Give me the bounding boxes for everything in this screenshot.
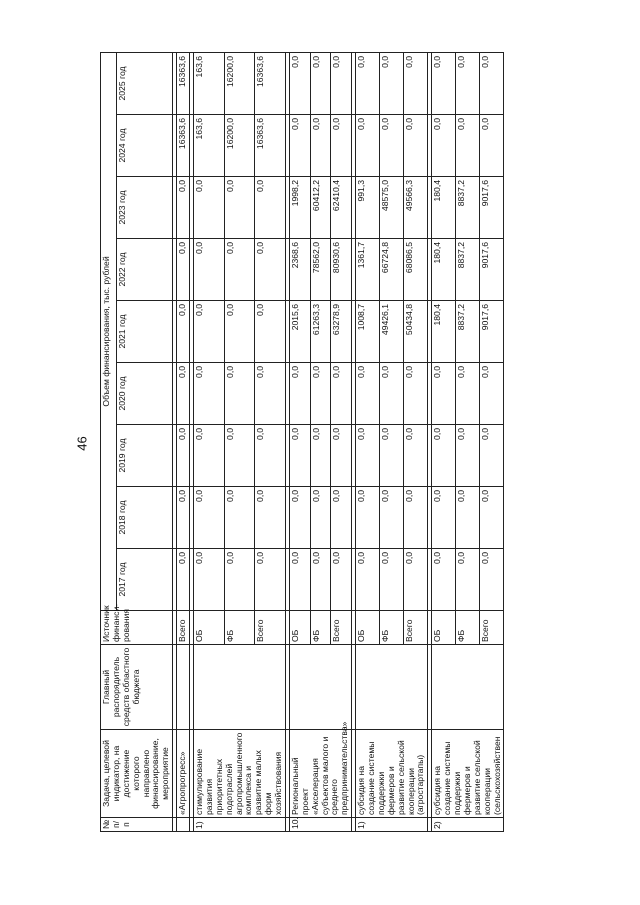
value-cell: 0,0 — [404, 363, 428, 425]
value-cell: 0,0 — [194, 301, 225, 363]
table-row — [432, 52, 456, 831]
value-cell: 0,0 — [177, 239, 190, 301]
row-number: 2) — [432, 818, 504, 832]
value-cell: 0,0 — [194, 425, 225, 487]
main-manager-cell — [289, 645, 351, 730]
value-cell: 0,0 — [432, 425, 456, 487]
source-cell: Всего — [177, 611, 190, 645]
main-manager-cell — [194, 645, 286, 730]
value-cell: 180,4 — [432, 301, 456, 363]
value-cell: 0,0 — [289, 487, 310, 549]
value-cell: 0,0 — [380, 425, 404, 487]
value-cell: 0,0 — [194, 487, 225, 549]
value-cell: 0,0 — [310, 487, 331, 549]
header-year: 2018 год — [117, 487, 173, 549]
value-cell: 0,0 — [194, 177, 225, 239]
value-cell: 0,0 — [404, 549, 428, 611]
value-cell: 0,0 — [456, 425, 480, 487]
value-cell: 16363,6 — [177, 115, 190, 177]
header-year: 2021 год — [117, 301, 173, 363]
value-cell: 0,0 — [356, 115, 380, 177]
value-cell: 0,0 — [380, 115, 404, 177]
value-cell: 0,0 — [356, 487, 380, 549]
value-cell: 50434,8 — [404, 301, 428, 363]
value-cell: 0,0 — [224, 549, 255, 611]
source-cell: Всего — [331, 611, 352, 645]
value-cell: 0,0 — [456, 487, 480, 549]
value-cell: 0,0 — [456, 52, 480, 114]
value-cell: 80930,6 — [331, 239, 352, 301]
value-cell: 0,0 — [177, 301, 190, 363]
main-manager-cell — [177, 645, 190, 730]
value-cell: 163,6 — [194, 52, 225, 114]
task-cell: стимулирование развития приоритетных подотраслей агропромышленного комплекса и развитие малых форм хозяйствования — [194, 730, 286, 818]
row-number: 10. — [289, 818, 351, 832]
value-cell: 0,0 — [380, 52, 404, 114]
value-cell: 0,0 — [480, 549, 504, 611]
value-cell: 9017,6 — [480, 177, 504, 239]
value-cell: 1361,7 — [356, 239, 380, 301]
source-cell: ОБ — [356, 611, 380, 645]
source-cell: ФБ — [380, 611, 404, 645]
header-source: Источник финанси-рования — [101, 611, 173, 645]
main-manager-cell — [356, 645, 428, 730]
source-cell: Всего — [255, 611, 286, 645]
table-row — [356, 52, 380, 831]
table-row — [194, 52, 225, 831]
value-cell: 16363,6 — [255, 52, 286, 114]
value-cell: 68086,5 — [404, 239, 428, 301]
value-cell: 0,0 — [331, 52, 352, 114]
value-cell: 0,0 — [177, 177, 190, 239]
value-cell: 0,0 — [331, 549, 352, 611]
value-cell: 0,0 — [480, 115, 504, 177]
header-year: 2022 год — [117, 239, 173, 301]
header-number: № п/п — [101, 818, 173, 832]
value-cell: 0,0 — [289, 425, 310, 487]
value-cell: 1008,7 — [356, 301, 380, 363]
value-cell: 0,0 — [480, 363, 504, 425]
value-cell: 8837,2 — [456, 177, 480, 239]
source-cell: ОБ — [432, 611, 456, 645]
source-cell: ФБ — [310, 611, 331, 645]
value-cell: 0,0 — [177, 363, 190, 425]
source-cell: ФБ — [224, 611, 255, 645]
value-cell: 0,0 — [356, 549, 380, 611]
row-number: 1) — [194, 818, 286, 832]
value-cell: 0,0 — [380, 363, 404, 425]
value-cell: 0,0 — [432, 549, 456, 611]
header-year: 2020 год — [117, 363, 173, 425]
value-cell: 0,0 — [432, 363, 456, 425]
value-cell: 62410,4 — [331, 177, 352, 239]
value-cell: 16200,0 — [224, 52, 255, 114]
value-cell: 0,0 — [380, 487, 404, 549]
value-cell: 0,0 — [255, 425, 286, 487]
source-cell: Всего — [404, 611, 428, 645]
header-year: 2025 год — [117, 52, 173, 114]
value-cell: 0,0 — [224, 239, 255, 301]
task-cell: Региональный проект «Акселерация субъектов малого и среднего предпринимательства» — [289, 730, 351, 818]
value-cell: 78562,0 — [310, 239, 331, 301]
value-cell: 0,0 — [310, 52, 331, 114]
value-cell: 0,0 — [356, 363, 380, 425]
value-cell: 60412,2 — [310, 177, 331, 239]
page-number: 46 — [74, 436, 90, 451]
value-cell: 0,0 — [404, 115, 428, 177]
value-cell: 0,0 — [331, 425, 352, 487]
value-cell: 49426,1 — [380, 301, 404, 363]
source-cell: Всего — [480, 611, 504, 645]
value-cell: 9017,6 — [480, 239, 504, 301]
value-cell: 0,0 — [224, 425, 255, 487]
value-cell: 63278,9 — [331, 301, 352, 363]
rotated-table-container — [100, 52, 590, 832]
value-cell: 2368,6 — [289, 239, 310, 301]
value-cell: 0,0 — [194, 363, 225, 425]
source-cell: ОБ — [289, 611, 310, 645]
financing-table — [100, 52, 504, 832]
value-cell: 991,3 — [356, 177, 380, 239]
value-cell: 0,0 — [456, 115, 480, 177]
value-cell: 0,0 — [255, 363, 286, 425]
value-cell: 0,0 — [194, 549, 225, 611]
value-cell: 0,0 — [255, 549, 286, 611]
header-task: Задача, целевой индикатор, на достижение которого направлено финансирование, мероприятие — [101, 730, 173, 818]
value-cell: 9017,6 — [480, 301, 504, 363]
value-cell: 0,0 — [224, 301, 255, 363]
value-cell: 0,0 — [432, 487, 456, 549]
header-year: 2024 год — [117, 115, 173, 177]
value-cell: 0,0 — [310, 549, 331, 611]
value-cell: 16363,6 — [255, 115, 286, 177]
value-cell: 48575,0 — [380, 177, 404, 239]
value-cell: 0,0 — [255, 487, 286, 549]
main-manager-cell — [432, 645, 504, 730]
value-cell: 180,4 — [432, 177, 456, 239]
row-number — [177, 818, 190, 832]
header-year: 2019 год — [117, 425, 173, 487]
header-year: 2023 год — [117, 177, 173, 239]
value-cell: 16200,0 — [224, 115, 255, 177]
value-cell: 0,0 — [432, 52, 456, 114]
task-cell: субсидия на создание системы поддержки фермеров и развитие сельской кооперации (агростартапы) — [356, 730, 428, 818]
value-cell: 0,0 — [310, 363, 331, 425]
task-cell: субсидия на создание системы поддержки фермеров и развитие сельской кооперации (сельскохозяйствен — [432, 730, 504, 818]
value-cell: 0,0 — [194, 239, 225, 301]
value-cell: 0,0 — [380, 549, 404, 611]
header-volume: Объем финансирования, тыс. рублей — [101, 52, 117, 610]
source-cell: ОБ — [194, 611, 225, 645]
value-cell: 0,0 — [331, 115, 352, 177]
table-row — [289, 52, 310, 831]
source-cell: ФБ — [456, 611, 480, 645]
value-cell: 0,0 — [310, 115, 331, 177]
value-cell: 0,0 — [432, 115, 456, 177]
value-cell: 0,0 — [404, 52, 428, 114]
value-cell: 0,0 — [289, 52, 310, 114]
value-cell: 163,6 — [194, 115, 225, 177]
header-main-manager: Главный распорядитель средств областного бюджета — [101, 645, 173, 730]
value-cell: 61263,3 — [310, 301, 331, 363]
value-cell: 16363,6 — [177, 52, 190, 114]
value-cell: 2015,6 — [289, 301, 310, 363]
value-cell: 0,0 — [255, 177, 286, 239]
value-cell: 0,0 — [224, 177, 255, 239]
task-cell: «Агропрогресс» — [177, 730, 190, 818]
value-cell: 0,0 — [310, 425, 331, 487]
value-cell: 0,0 — [177, 425, 190, 487]
value-cell: 0,0 — [480, 487, 504, 549]
value-cell: 180,4 — [432, 239, 456, 301]
value-cell: 0,0 — [224, 487, 255, 549]
value-cell: 0,0 — [255, 301, 286, 363]
value-cell: 0,0 — [456, 549, 480, 611]
row-number: 1) — [356, 818, 428, 832]
value-cell: 0,0 — [289, 115, 310, 177]
value-cell: 49566,3 — [404, 177, 428, 239]
value-cell: 8837,2 — [456, 239, 480, 301]
header-year: 2017 год — [117, 549, 173, 611]
value-cell: 66724,8 — [380, 239, 404, 301]
value-cell: 0,0 — [356, 52, 380, 114]
value-cell: 0,0 — [331, 487, 352, 549]
value-cell: 0,0 — [255, 239, 286, 301]
value-cell: 0,0 — [356, 425, 380, 487]
value-cell: 0,0 — [480, 52, 504, 114]
value-cell: 1998,2 — [289, 177, 310, 239]
table-row — [177, 52, 190, 831]
value-cell: 0,0 — [224, 363, 255, 425]
value-cell: 8837,2 — [456, 301, 480, 363]
value-cell: 0,0 — [480, 425, 504, 487]
value-cell: 0,0 — [456, 363, 480, 425]
value-cell: 0,0 — [404, 425, 428, 487]
value-cell: 0,0 — [177, 487, 190, 549]
value-cell: 0,0 — [404, 487, 428, 549]
value-cell: 0,0 — [331, 363, 352, 425]
table-body — [177, 52, 504, 831]
value-cell: 0,0 — [289, 363, 310, 425]
value-cell: 0,0 — [289, 549, 310, 611]
value-cell: 0,0 — [177, 549, 190, 611]
